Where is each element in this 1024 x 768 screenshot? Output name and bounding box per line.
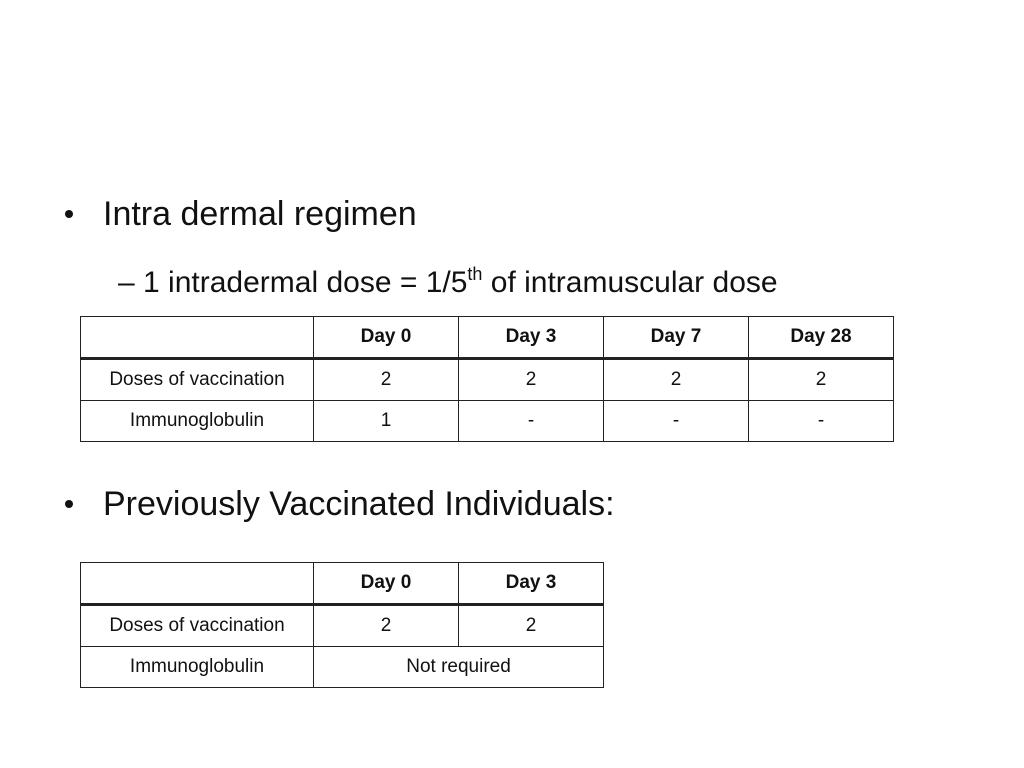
table-row-label: Doses of vaccination <box>81 359 314 401</box>
table-row <box>81 647 604 688</box>
table-cell: 2 <box>604 359 749 401</box>
bullet-text: Previously Vaccinated Individuals: <box>103 485 615 523</box>
table-row <box>81 605 604 647</box>
table-header-cell: Day 3 <box>459 563 604 605</box>
sub-bullet-text: 1 intradermal dose = 1/5 <box>143 266 468 299</box>
intradermal-schedule-table <box>80 316 894 442</box>
table-cell: - <box>459 401 604 442</box>
table-row-label: Immunoglobulin <box>81 401 314 442</box>
table-cell: 2 <box>459 359 604 401</box>
table-cell: 2 <box>749 359 894 401</box>
table-cell: 1 <box>314 401 459 442</box>
bullet-intra-dermal <box>60 194 417 234</box>
table-row <box>81 401 894 442</box>
previously-vaccinated-table <box>80 562 604 688</box>
table-header-cell: Day 0 <box>314 563 459 605</box>
bullet-text: Intra dermal regimen <box>103 195 417 233</box>
sub-bullet-dash: – <box>118 266 135 299</box>
table-header-row <box>81 317 894 359</box>
table-header-cell: Day 28 <box>749 317 894 359</box>
sub-bullet-superscript: th <box>467 264 483 284</box>
bullet-previously-vaccinated <box>60 484 615 524</box>
table-cell: - <box>604 401 749 442</box>
table-row <box>81 359 894 401</box>
table-header-cell: Day 7 <box>604 317 749 359</box>
table-header-cell: Day 0 <box>314 317 459 359</box>
sub-bullet-text-rest: of intramuscular dose <box>482 266 778 299</box>
sub-bullet-dose <box>118 256 778 301</box>
table-row-label: Doses of vaccination <box>81 605 314 647</box>
table-cell-merged: Not required <box>314 647 604 688</box>
table-header-cell: Day 3 <box>459 317 604 359</box>
table-header-row <box>81 563 604 605</box>
table-header-cell <box>81 317 314 359</box>
table-cell: - <box>749 401 894 442</box>
table-row-label: Immunoglobulin <box>81 647 314 688</box>
table-cell: 2 <box>314 359 459 401</box>
bullet-dot-icon <box>65 210 73 218</box>
table-cell: 2 <box>314 605 459 647</box>
bullet-dot-icon <box>65 500 73 508</box>
table-cell: 2 <box>459 605 604 647</box>
table-header-cell <box>81 563 314 605</box>
